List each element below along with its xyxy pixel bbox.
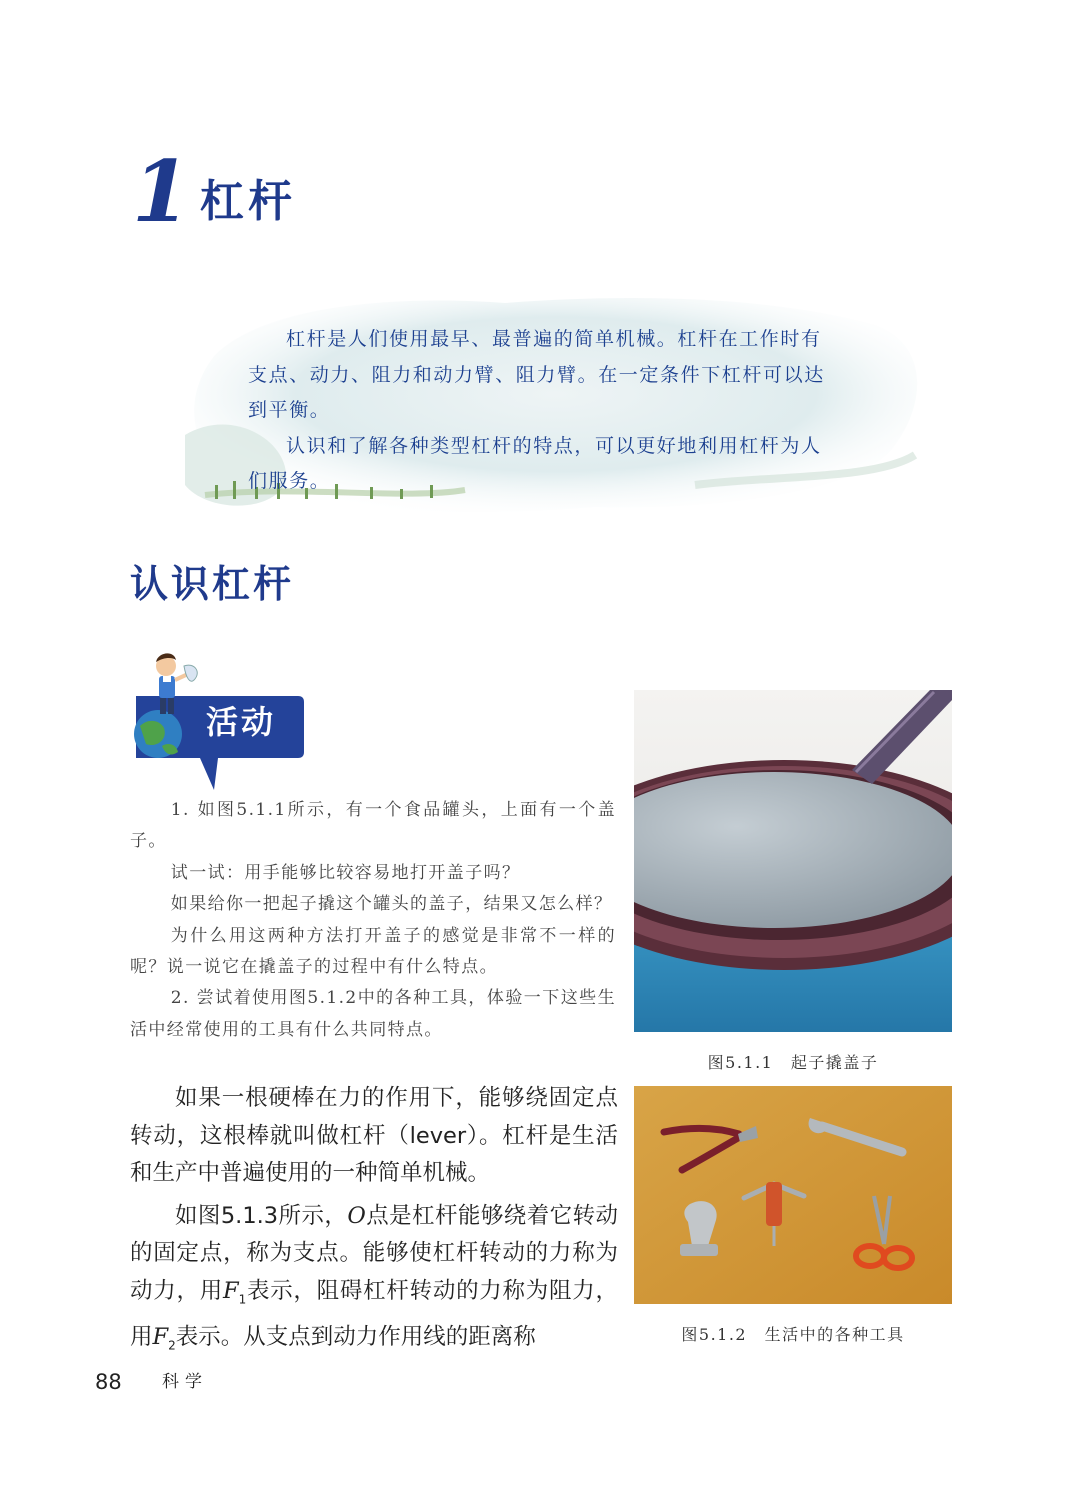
intro-text — [248, 322, 828, 500]
page-number: 88 — [95, 1370, 122, 1394]
activity-paragraph: 如果给你一把起子撬这个罐头的盖子，结果又怎么样？ — [170, 894, 613, 915]
activity-paragraph: 2. 尝试着使用图5.1.2中的各种工具，体验一下这些生活中经常使用的工具有什么共同特点。 — [130, 988, 616, 1040]
intro-paragraph: 杠杆是人们使用最早、最普遍的简单机械。杠杆在工作时有支点、动力、阻力和动力臂、阻力臂。在一定条件下杠杆可以达到平衡。 — [248, 328, 825, 421]
body-text — [130, 1080, 618, 1365]
figure-tools-photo — [634, 1086, 952, 1304]
section-title: 认识杠杆 — [130, 562, 295, 606]
body-paragraph: 如果一根硬棒在力的作用下，能够绕固定点转动，这根棒就叫做杠杆（lever）。杠杆是生活和生产中普遍使用的一种简单机械。 — [130, 1085, 618, 1187]
intro-paragraph: 认识和了解各种类型杠杆的特点，可以更好地利用杠杆为人们服务。 — [248, 434, 822, 492]
book-name: 科学 — [162, 1372, 208, 1392]
figure-can-lid-photo — [634, 690, 952, 1032]
activity-paragraph: 为什么用这两种方法打开盖子的感觉是非常不一样的呢？说一说它在撬盖子的过程中有什么特点。 — [130, 925, 616, 978]
chapter-number: 1 — [132, 142, 191, 241]
chapter-title: 杠杆 — [200, 176, 296, 227]
body-paragraph: 如图5.1.3所示，O点是杠杆能够绕着它转动的固定点，称为支点。能够使杠杆转动的力称为动力，用$F_1$表示，阻碍杠杆转动的力称为阻力，用$F_2$表示。从支点到动力作用线的距离称 — [130, 1202, 618, 1353]
activity-paragraph: 试一试：用手能够比较容易地打开盖子吗？ — [170, 862, 521, 883]
activity-text — [130, 795, 616, 1046]
activity-label: 活动 — [206, 703, 277, 741]
figure-caption: 图5.1.1 起子撬盖子 — [707, 1053, 879, 1072]
figure-caption: 图5.1.2 生活中的各种工具 — [681, 1325, 905, 1344]
activity-paragraph: 1. 如图5.1.1所示，有一个食品罐头，上面有一个盖子。 — [130, 800, 616, 852]
